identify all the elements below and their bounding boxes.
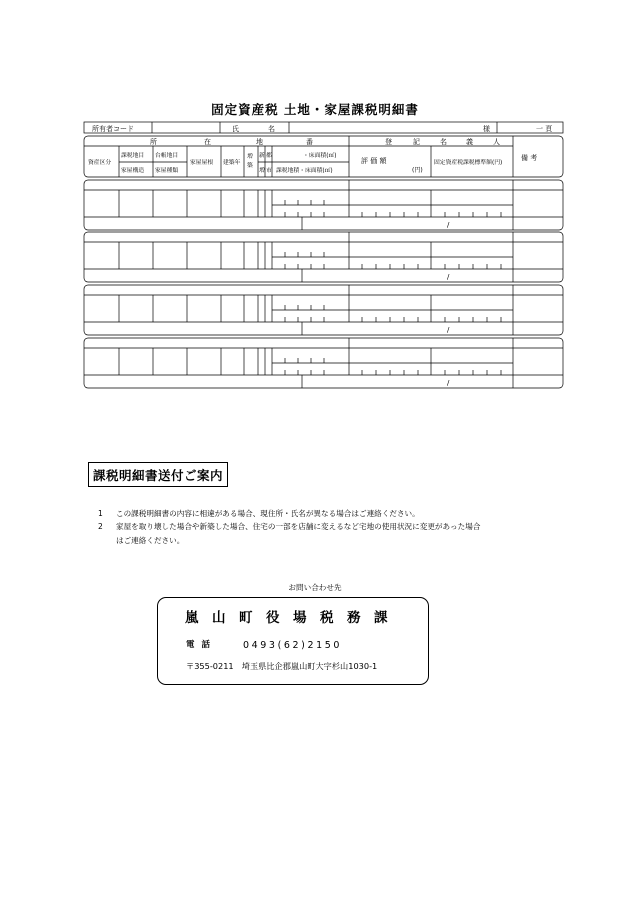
taxable-area-label: 課税地積・床面積(㎡) <box>276 168 333 174</box>
register-land-category-label: 台帳地目 <box>155 153 179 159</box>
registered-owner-char-3: 名 <box>440 138 447 146</box>
name-label-2: 名 <box>268 125 275 133</box>
valuation-unit: (円) <box>412 167 423 174</box>
year-built-label: 建築年 <box>223 160 241 166</box>
floors-label: 家屋屋根 <box>190 160 214 166</box>
record-slash: / <box>447 326 450 334</box>
extension-label: 増 <box>247 154 253 160</box>
record-slash: / <box>447 379 450 387</box>
notice-item-2-number: 2 <box>98 522 103 531</box>
new-flag-label-2: 増 <box>259 168 265 174</box>
notice-item-1-text: この課税明細書の内容に相違がある場合、現住所・氏名が異なる場合はご連絡ください。 <box>116 509 420 518</box>
tax-detail-form <box>0 0 630 420</box>
location-char-1: 所 <box>150 138 157 146</box>
notice-item-2-continuation: はご連絡ください。 <box>116 536 185 545</box>
asset-category-label: 資産区分 <box>88 160 112 166</box>
building-type-label: 家屋種類 <box>155 168 179 174</box>
valuation-label: 評 価 額 <box>361 157 387 165</box>
registered-owner-char-2: 記 <box>413 138 420 146</box>
name-label-1: 氏 <box>232 125 239 133</box>
record-slash: / <box>447 221 450 229</box>
notice-item-2-text: 家屋を取り壊した場合や新築した場合、住宅の一部を店舗に変えるなど宅地の使用状況に変更があった場合 <box>116 522 481 531</box>
notice-heading: 課税明細書送付ご案内 <box>88 462 228 487</box>
page-label: 一 頁 <box>536 125 553 133</box>
location-char-2: 在 <box>204 138 211 146</box>
location-char-3: 地 <box>256 138 263 146</box>
location-char-4: 番 <box>306 138 313 146</box>
city-flag-label-2: 市 <box>266 168 272 174</box>
new-flag-label: 新 <box>259 153 265 159</box>
owner-code-label: 所有者コード <box>92 125 134 133</box>
notice-item-1-number: 1 <box>98 509 103 518</box>
contact-label: お問い合わせ先 <box>288 583 342 592</box>
telephone-number: 0493(62)2150 <box>243 640 343 651</box>
tax-land-category-label: 課税地目 <box>121 153 145 159</box>
extension-label-2: 築 <box>247 163 253 169</box>
building-structure-label: 家屋構造 <box>121 168 145 174</box>
telephone-label: 電話 <box>186 640 218 650</box>
honorific: 様 <box>483 125 490 133</box>
office-address: 〒355-0211 埼玉県比企郡嵐山町大字杉山1030-1 <box>186 661 378 671</box>
registered-owner-char-1: 登 <box>385 138 392 146</box>
office-name: 嵐山町役場税務課 <box>185 610 401 626</box>
record-slash: / <box>447 273 450 281</box>
registered-owner-char-5: 人 <box>493 138 500 146</box>
floor-area-label: ・床面積(㎡) <box>303 153 337 159</box>
document-title: 固定資産税 土地・家屋課税明細書 <box>211 102 419 117</box>
standard-amount-label: 固定資産税課税標準額(円) <box>434 160 503 166</box>
remarks-label: 備 考 <box>521 154 538 162</box>
registered-owner-char-4: 義 <box>466 138 473 146</box>
city-flag-label: 都 <box>266 153 272 159</box>
